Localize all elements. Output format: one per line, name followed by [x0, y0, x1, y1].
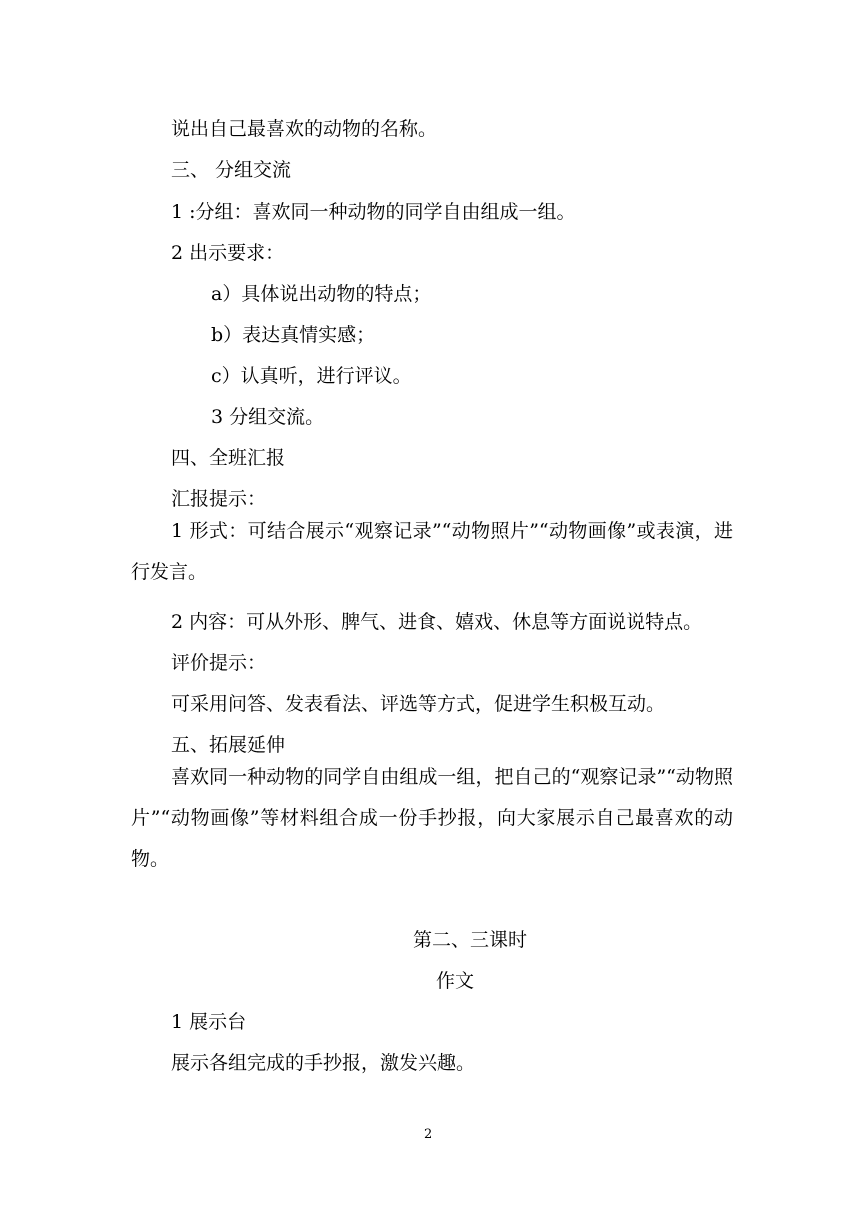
heading-class-report: 四、全班汇报	[171, 447, 286, 469]
page-number: 2	[424, 1127, 433, 1142]
text-line: 1 展示台	[171, 1011, 247, 1033]
paragraph-form: 1 形式：可结合展示“观察记录”“动物照片”“动物画像”或表演，进行发言。	[131, 520, 733, 583]
text-line: 2 出示要求：	[171, 242, 285, 264]
paragraph-extension: 喜欢同一种动物的同学自由组成一组，把自己的“观察记录”“动物照片”“动物画像”等材料组合成一份手抄报，向大家展示自己最喜欢的动物。	[131, 766, 733, 870]
section-subtitle: 作文	[436, 970, 475, 992]
heading-group-exchange: 三、 分组交流	[171, 159, 292, 181]
text-line: 可采用问答、发表看法、评选等方式，促进学生积极互动。	[171, 693, 666, 715]
list-item: b）表达真情实感；	[211, 324, 376, 346]
text-line: 说出自己最喜欢的动物的名称。	[171, 118, 438, 140]
text-line: 汇报提示：	[171, 488, 267, 510]
list-item: c）认真听，进行评议。	[211, 365, 412, 387]
list-item: 3 分组交流。	[211, 406, 325, 428]
heading-extension: 五、拓展延伸	[171, 734, 286, 756]
section-title: 第二、三课时	[413, 929, 528, 951]
text-line: 展示各组完成的手抄报，激发兴趣。	[171, 1052, 476, 1074]
text-line: 评价提示：	[171, 652, 267, 674]
list-item: a）具体说出动物的特点；	[211, 283, 432, 305]
text-line: 1 :分组：喜欢同一种动物的同学自由组成一组。	[171, 201, 576, 223]
text-line: 2 内容：可从外形、脾气、进食、嬉戏、休息等方面说说特点。	[171, 611, 703, 633]
